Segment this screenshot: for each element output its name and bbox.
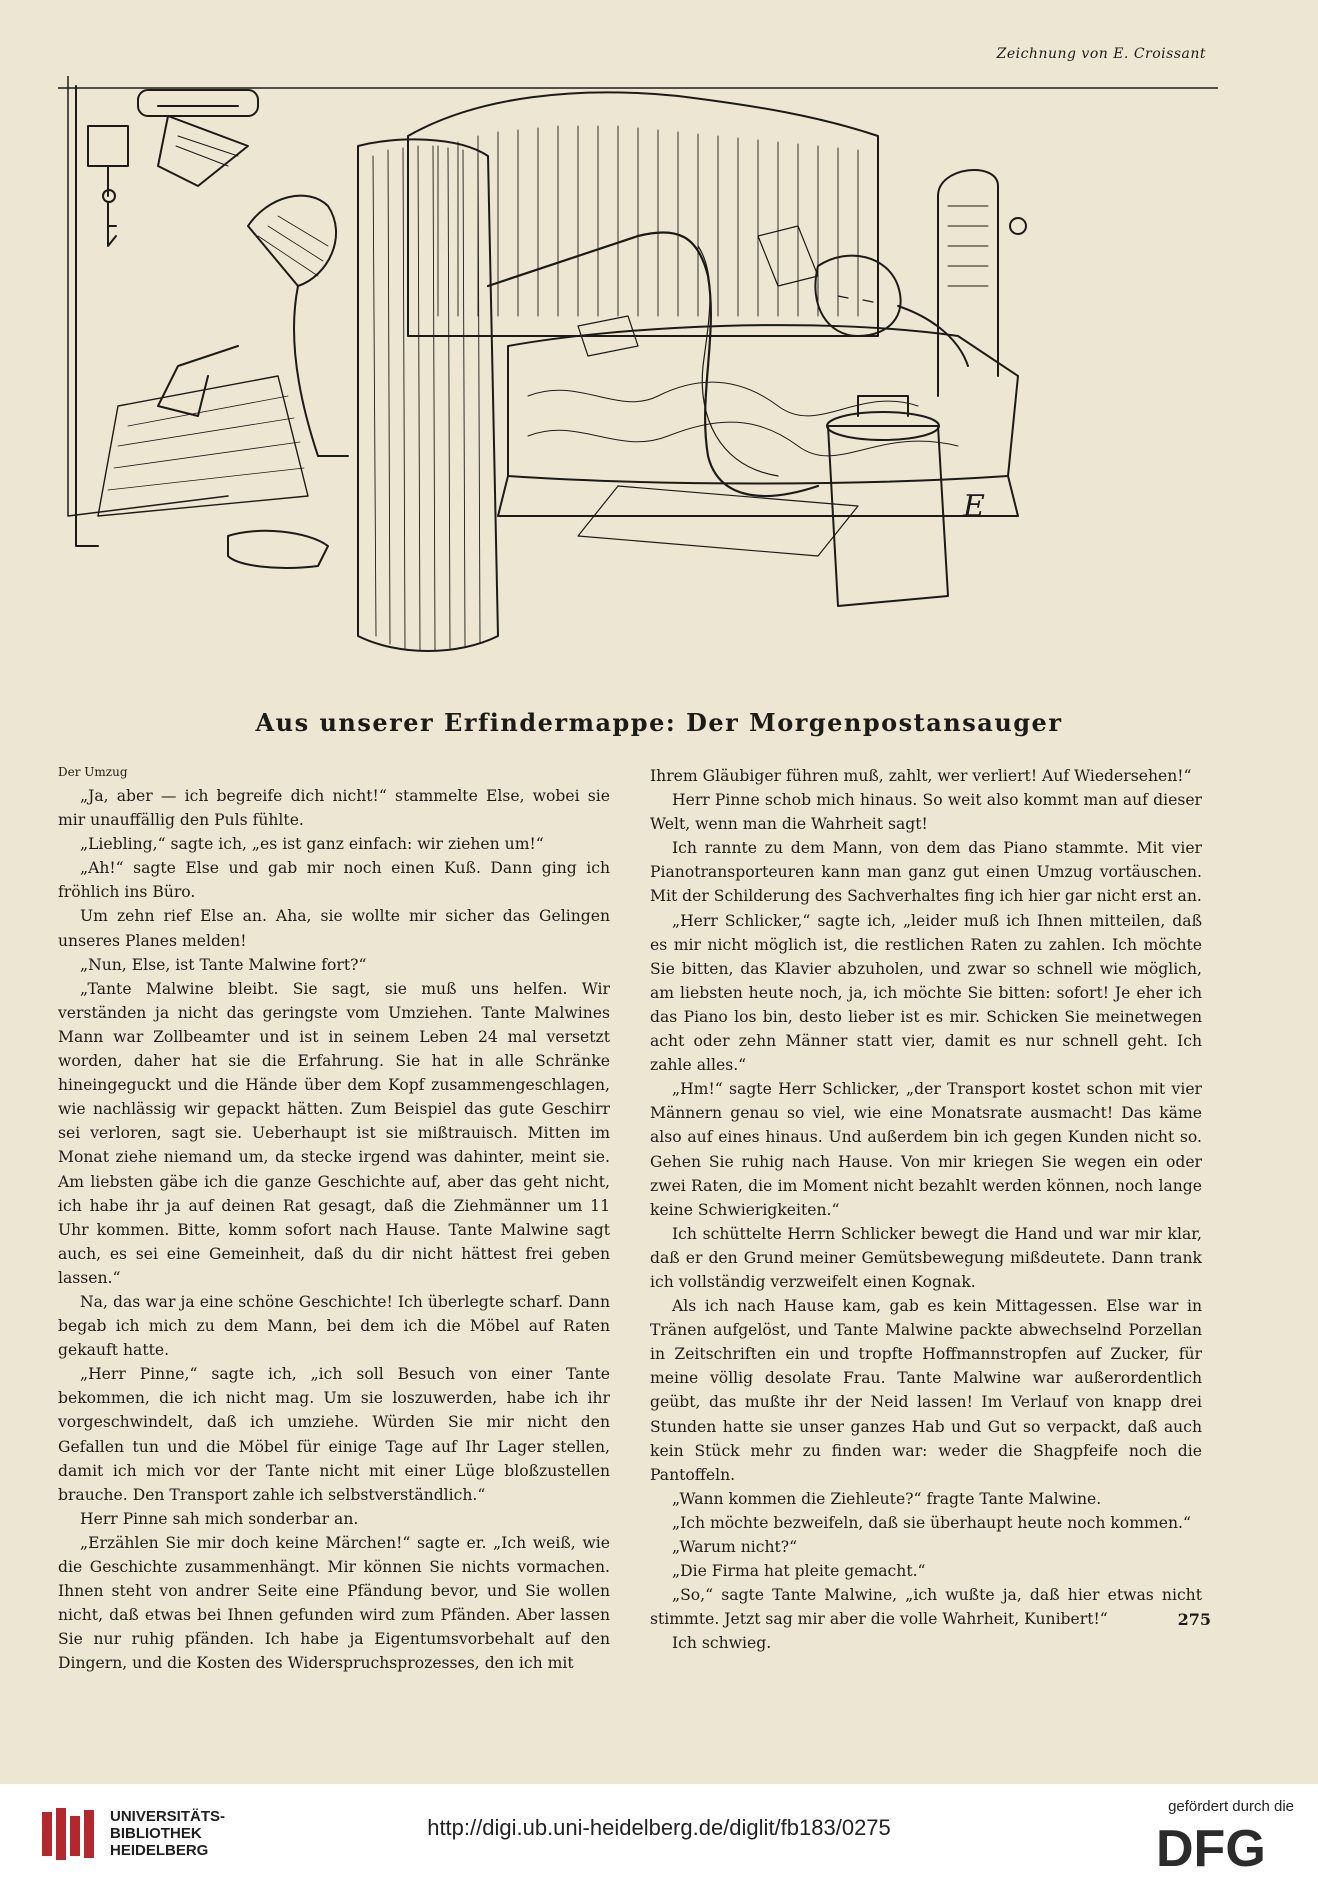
paragraph: „Erzählen Sie mir doch keine Märchen!“ sagte er. „Ich weiß, wie die Geschichte zusammenhängt. Mir können Sie nichts vormachen. Ihnen steht von andrer Seite eine Pfändung bevor, und Sie wollen nicht, daß etwas bei Ihnen gefunden wird zum Pfänden. Aber lassen Sie nur ruhig pfänden. Ich habe ja Eigentumsvorbehalt auf den Dingern, und die Kosten des Widerspruchsprozesses, den ich mit [58, 1533, 610, 1673]
paragraph: Ihrem Gläubiger führen muß, zahlt, wer verliert! Auf Wiedersehen!“ [650, 767, 1192, 785]
paragraph: Ich rannte zu dem Mann, von dem das Piano stammte. Mit vier Pianotransporteuren kann man ganz gut einen Umzug vortäuschen. Mit der Schilderung des Sachverhaltes fing ich hier gar nicht erst an. [650, 839, 1202, 906]
digitization-footer [0, 1784, 1318, 1881]
paragraph: „Herr Schlicker,“ sagte ich, „leider muß ich Ihnen mitteilen, daß es mir nicht möglich ist, die restlichen Raten zu zahlen. Ich möchte Sie bitten, das Klavier abzuholen, und zwar so schnell wie möglich, am liebsten heute noch, ja, ich möchte Sie bitten: sofort! Je eher ich das Piano los bin, desto lieber ist es mir. Schicken Sie meinetwegen acht oder zehn Männer statt vier, damit es nur schnell geht. Ich zahle alles.“ [650, 911, 1202, 1075]
institution-line: HEIDELBERG [110, 1842, 209, 1859]
paragraph: Herr Pinne sah mich sonderbar an. [80, 1509, 359, 1528]
paragraph: „Wann kommen die Ziehleute?“ fragte Tante Malwine. [672, 1489, 1102, 1508]
paragraph: Na, das war ja eine schöne Geschichte! Ich überlegte scharf. Dann begab ich mich zu dem Mann, bei dem ich die Möbel auf Raten gekauft hatte. [58, 1292, 610, 1360]
paragraph: „Hm!“ sagte Herr Schlicker, „der Transport kostet schon mit vier Männern genau so viel, wie eine Monatsrate ausmacht! Das käme also auf eines hinaus. Und außerdem bin ich gegen Kunden nicht so. Gehen Sie ruhig nach Hause. Von mir kriegen Sie wegen ein oder zwei Raten, die im Moment nicht bezahlt werden können, noch lange keine Schwierigkeiten.“ [650, 1080, 1202, 1219]
illustration-caption: Aus unserer Erfindermappe: Der Morgenpostansauger [255, 708, 1063, 737]
left-column [58, 764, 610, 1675]
paragraph: „Liebling,“ sagte ich, „es ist ganz einfach: wir ziehen um!“ [80, 835, 544, 854]
paragraph: Als ich nach Hause kam, gab es kein Mittagessen. Else war in Tränen aufgelöst, und Tante Malwine packte abwechselnd Porzellan in Zeitschriften ein und tropfte Hoffmannstropfen auf Zucker, für meine völlig desolate Frau. Tante Malwine war außerordentlich geübt, das mußte ihr der Neid lassen! Im Verlauf von knapp drei Stunden hatte sie unser ganzes Hab und Gut so verpackt, daß auch kein Stück mehr zu finden war: weder die Shagpfeife noch die Pantoffeln. [650, 1297, 1202, 1484]
institution-line: UNIVERSITÄTS- [110, 1808, 226, 1825]
story-title: Der Umzug [58, 765, 128, 779]
paragraph: „Ich möchte bezweifeln, daß sie überhaupt heute noch kommen.“ [672, 1513, 1191, 1532]
paragraph: Herr Pinne schob mich hinaus. So weit also kommt man auf dieser Welt, wenn man die Wahrheit sagt! [650, 791, 1202, 834]
dfg-logo-text: DFG [1156, 1822, 1266, 1870]
dfg-logo-icon [1156, 1822, 1296, 1870]
paragraph: „Ja, aber — ich begreife dich nicht!“ stammelte Else, wobei sie mir unauffällig den Puls fühlte. [58, 787, 610, 830]
paragraph: „Tante Malwine bleibt. Sie sagt, sie muß uns helfen. Wir verständen ja nicht das geringste vom Umziehen. Tante Malwines Mann war Zollbeamter und ist in seinem Leben 24 mal versetzt worden, daher hat sie die Erfahrung. Sie hat in alle Schränke hineingeguckt und die Hände über dem Kopf zusammengeschlagen, wie nachlässig wir gepackt hätten. Zum Beispiel das gute Geschirr sei verloren, sagt sie. Ueberhaupt ist sie mißtrauisch. Mitten im Monat ziehe niemand um, da stecke irgend was dahinter, meint sie. Am liebsten gäbe ich die ganze Geschichte auf, aber das geht nicht, ich habe ihr ja auf deinen Rat gesagt, daß die Ziehmänner um 11 Uhr kommen. Bitte, komm sofort nach Hause. Tante Malwine sagt auch, es sei eine Gemeinheit, daß du dir nicht hättest frei geben lassen.“ [58, 979, 610, 1287]
paragraph: „Ah!“ sagte Else und gab mir noch einen Kuß. Dann ging ich fröhlich ins Büro. [58, 859, 610, 902]
funding-note: gefördert durch die [1168, 1798, 1294, 1815]
illustration [58, 76, 1218, 696]
page-number: 275 [1177, 1610, 1211, 1629]
paragraph: Ich schüttelte Herrn Schlicker bewegt die Hand und war mir klar, daß er den Grund meiner Gemütsbewegung mißdeutete. Dann trank ich vollständig verzweifelt einen Kognak. [650, 1224, 1202, 1291]
paragraph: Um zehn rief Else an. Aha, sie wollte mir sicher das Gelingen unseres Planes melden! [58, 907, 610, 950]
paragraph: „Warum nicht?“ [672, 1538, 798, 1556]
institution-line: BIBLIOTHEK [110, 1825, 202, 1842]
paragraph: „Herr Pinne,“ sagte ich, „ich soll Besuch von einer Tante bekommen, die ich nicht mag. Um sie loszuwerden, habe ich ihr vorgeschwindelt, daß ich umziehe. Würden Sie mir nicht den Gefallen tun und die Möbel für einige Tage auf Ihr Lager stellen, damit ich mich vor der Tante nicht mit einer Lüge bloßzustellen brauche. Den Transport zahle ich selbstverständlich.“ [58, 1365, 610, 1504]
artist-monogram: E [963, 489, 985, 524]
paragraph: „Nun, Else, ist Tante Malwine fort?“ [80, 955, 367, 974]
right-column [650, 764, 1202, 1655]
paragraph: „Die Firma hat pleite gemacht.“ [672, 1562, 926, 1581]
illustration-credit: Zeichnung von E. Croissant [996, 46, 1206, 62]
paragraph: „So,“ sagte Tante Malwine, „ich wußte ja, daß hier etwas nicht stimmte. Jetzt sag mir aber die volle Wahrheit, Kunibert!“ [650, 1586, 1202, 1629]
source-url-link[interactable]: http://digi.ub.uni-heidelberg.de/diglit/fb183/0275 [427, 1815, 891, 1840]
paragraph: Ich schwieg. [672, 1634, 772, 1653]
